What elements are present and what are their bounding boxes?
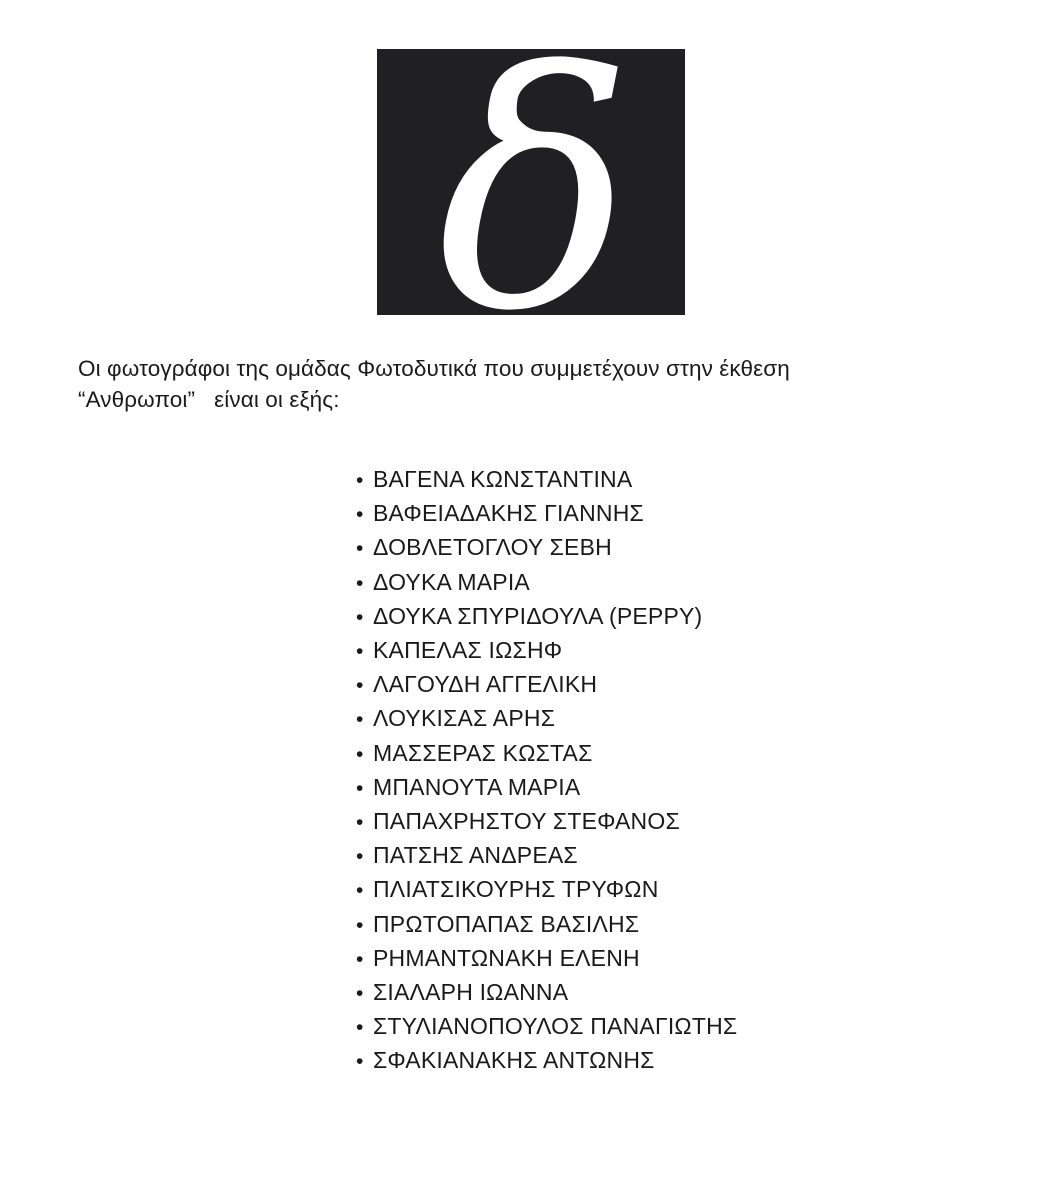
list-item	[356, 702, 737, 736]
bullet-icon: •	[356, 845, 364, 869]
photographer-list	[356, 463, 737, 1079]
list-item	[356, 531, 737, 565]
list-item	[356, 1010, 737, 1044]
bullet-icon: •	[356, 708, 364, 732]
bullet-icon: •	[356, 640, 364, 664]
photographer-name: ΣΙΑΛΑΡΗ ΙΩΑΝΝΑ	[373, 979, 569, 1006]
photographer-name: ΔΟΥΚΑ ΣΠΥΡΙΔΟΥΛΑ (PEPPY)	[373, 602, 703, 629]
svg-text:δ: δ	[437, 49, 633, 315]
bullet-icon: •	[356, 1050, 364, 1074]
list-item	[356, 463, 737, 497]
list-item	[356, 908, 737, 942]
bullet-icon: •	[356, 982, 364, 1006]
bullet-icon: •	[356, 776, 364, 800]
photographer-name: ΠΑΠΑΧΡΗΣΤΟΥ ΣΤΕΦΑΝΟΣ	[373, 808, 680, 835]
intro-line-1: Οι φωτογράφοι της ομάδας Φωτοδυτικά που συμμετέχουν στην έκθεση	[78, 356, 790, 381]
list-item	[356, 600, 737, 634]
bullet-icon: •	[356, 879, 364, 903]
bullet-icon: •	[356, 811, 364, 835]
delta-glyph-icon	[377, 49, 685, 315]
photographer-name: ΠΛΙΑΤΣΙΚΟΥΡΗΣ ΤΡΥΦΩΝ	[373, 876, 659, 903]
list-item	[356, 771, 737, 805]
photographer-name: ΡΗΜΑΝΤΩΝΑΚΗ ΕΛΕΝΗ	[373, 944, 640, 971]
photographer-name: ΛΟΥΚΙΣΑΣ ΑΡΗΣ	[373, 705, 556, 732]
photographer-name: ΠΡΩΤΟΠΑΠΑΣ ΒΑΣΙΛΗΣ	[373, 910, 640, 937]
bullet-icon: •	[356, 947, 364, 971]
photographer-name: ΜΠΑΝΟΥΤΑ ΜΑΡΙΑ	[373, 773, 581, 800]
intro-line-2: “Ανθρωποι” είναι οι εξής:	[78, 387, 340, 412]
list-item	[356, 634, 737, 668]
bullet-icon: •	[356, 674, 364, 698]
photographer-name: ΔΟΒΛΕΤΟΓΛΟΥ ΣΕΒΗ	[373, 534, 612, 561]
bullet-icon: •	[356, 742, 364, 766]
intro-paragraph	[78, 353, 938, 415]
list-item	[356, 805, 737, 839]
list-item	[356, 873, 737, 907]
photographer-name: ΒΑΓΕΝΑ ΚΩΝΣΤΑΝΤΙΝΑ	[373, 466, 633, 492]
photographer-name: ΒΑΦΕΙΑΔΑΚΗΣ ΓΙΑΝΝΗΣ	[373, 500, 644, 527]
photographer-name: ΣΤΥΛΙΑΝΟΠΟΥΛΟΣ ΠΑΝΑΓΙΩΤΗΣ	[373, 1013, 738, 1040]
bullet-icon: •	[356, 469, 364, 492]
bullet-icon: •	[356, 1016, 364, 1040]
list-item	[356, 942, 737, 976]
delta-logo	[377, 49, 685, 315]
bullet-icon: •	[356, 503, 364, 527]
bullet-icon: •	[356, 571, 364, 595]
photographer-name: ΠΑΤΣΗΣ ΑΝΔΡΕΑΣ	[373, 842, 578, 869]
bullet-icon: •	[356, 913, 364, 937]
bullet-icon: •	[356, 537, 364, 561]
photographer-name: ΛΑΓΟΥΔΗ ΑΓΓΕΛΙΚΗ	[373, 671, 598, 698]
list-item	[356, 737, 737, 771]
list-item	[356, 976, 737, 1010]
photographer-name: ΚΑΠΕΛΑΣ ΙΩΣΗΦ	[373, 637, 563, 664]
list-item	[356, 497, 737, 531]
list-item	[356, 566, 737, 600]
photographer-name: ΣΦΑΚΙΑΝΑΚΗΣ ΑΝΤΩΝΗΣ	[373, 1047, 655, 1074]
list-item	[356, 839, 737, 873]
list-item	[356, 668, 737, 702]
list-item	[356, 1044, 737, 1078]
bullet-icon: •	[356, 605, 364, 629]
photographer-name: ΔΟΥΚΑ ΜΑΡΙΑ	[373, 568, 530, 595]
photographer-name: ΜΑΣΣΕΡΑΣ ΚΩΣΤΑΣ	[373, 739, 593, 766]
